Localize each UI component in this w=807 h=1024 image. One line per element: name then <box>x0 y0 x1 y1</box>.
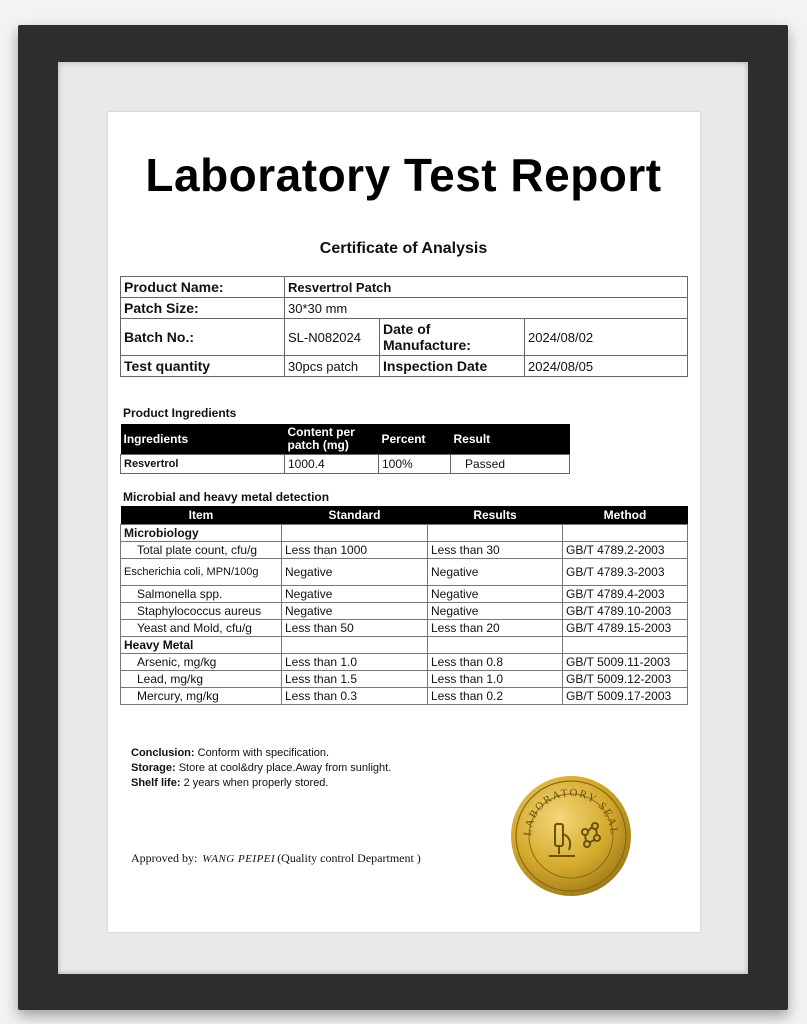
batch-label: Batch No.: <box>121 319 285 356</box>
storage-line <box>131 761 391 776</box>
col-header: Method <box>563 506 688 525</box>
method-cell: GB/T 4789.2-2003 <box>563 542 688 559</box>
table-row <box>121 603 688 620</box>
storage-label: Storage: <box>131 762 176 774</box>
standard-cell: Less than 1000 <box>282 542 428 559</box>
table-row <box>121 688 688 705</box>
conclusion-line <box>131 746 391 761</box>
patch-size-value: 30*30 mm <box>285 298 688 319</box>
category-row <box>121 637 688 654</box>
micro-table <box>120 506 688 705</box>
category-label: Microbiology <box>121 525 282 542</box>
category-row <box>121 525 688 542</box>
report-title: Laboratory Test Report <box>145 149 662 201</box>
col-header: Content per patch (mg) <box>285 424 379 455</box>
ingredients-table <box>120 424 570 474</box>
method-cell: GB/T 4789.10-2003 <box>563 603 688 620</box>
result-cell: Less than 0.8 <box>428 654 563 671</box>
test-qty-value: 30pcs patch <box>285 356 380 377</box>
item-cell: Escherichia coli, MPN/100g <box>121 559 282 586</box>
svg-text:LABORATORY SEAL: LABORATORY SEAL <box>521 786 621 837</box>
result-cell: Less than 20 <box>428 620 563 637</box>
standard-cell: Negative <box>282 559 428 586</box>
test-qty-label: Test quantity <box>121 356 285 377</box>
table-row <box>121 277 688 298</box>
table-row <box>121 356 688 377</box>
approval-line <box>131 851 421 866</box>
conclusion-text: Conform with specification. <box>197 747 330 759</box>
category-label: Heavy Metal <box>121 637 282 654</box>
table-row <box>121 455 570 474</box>
standard-cell: Negative <box>282 586 428 603</box>
table-row <box>121 620 688 637</box>
storage-text: Store at cool&dry place.Away from sunlight. <box>178 762 392 774</box>
item-cell: Total plate count, cfu/g <box>121 542 282 559</box>
table-row <box>121 586 688 603</box>
inspection-label: Inspection Date <box>380 356 525 377</box>
col-header: Item <box>121 506 282 525</box>
conclusion-label: Conclusion: <box>131 747 195 759</box>
report-subtitle: Certificate of Analysis <box>319 240 488 257</box>
notes-block <box>131 746 391 791</box>
approver-department: (Quality control Department ) <box>277 851 421 865</box>
result-cell: Less than 1.0 <box>428 671 563 688</box>
item-cell: Yeast and Mold, cfu/g <box>121 620 282 637</box>
table-row <box>121 319 688 356</box>
product-name-value: Resvertrol Patch <box>285 277 688 298</box>
col-header: Result <box>451 424 570 455</box>
standard-cell: Negative <box>282 603 428 620</box>
patch-size-label: Patch Size: <box>121 298 285 319</box>
shelf-text: 2 years when properly stored. <box>183 777 329 789</box>
ingredient-name: Resvertrol <box>121 455 285 474</box>
method-cell: GB/T 4789.3-2003 <box>563 559 688 586</box>
shelf-line <box>131 776 391 791</box>
result-cell: Negative <box>428 586 563 603</box>
col-header: Percent <box>379 424 451 455</box>
method-cell: GB/T 5009.17-2003 <box>563 688 688 705</box>
method-cell: GB/T 4789.4-2003 <box>563 586 688 603</box>
shelf-label: Shelf life: <box>131 777 181 789</box>
standard-cell: Less than 1.5 <box>282 671 428 688</box>
micro-heading: Microbial and heavy metal detection <box>123 490 330 504</box>
standard-cell: Less than 0.3 <box>282 688 428 705</box>
inspection-value: 2024/08/05 <box>525 356 688 377</box>
result-cell: Less than 0.2 <box>428 688 563 705</box>
method-cell: GB/T 4789.15-2003 <box>563 620 688 637</box>
table-row <box>121 654 688 671</box>
method-cell: GB/T 5009.12-2003 <box>563 671 688 688</box>
approval-prefix: Approved by: <box>131 851 198 865</box>
standard-cell: Less than 1.0 <box>282 654 428 671</box>
col-header: Standard <box>282 506 428 525</box>
ingredient-percent: 100% <box>379 455 451 474</box>
ingredient-content: 1000.4 <box>285 455 379 474</box>
ingredient-result: Passed <box>451 455 570 474</box>
approver-signature: WANG PEIPEI <box>202 853 276 865</box>
item-cell: Lead, mg/kg <box>121 671 282 688</box>
table-header-row <box>121 424 570 455</box>
product-info-table <box>120 276 688 377</box>
table-row <box>121 559 688 586</box>
col-header: Ingredients <box>121 424 285 455</box>
item-cell: Mercury, mg/kg <box>121 688 282 705</box>
dom-label: Date of Manufacture: <box>380 319 525 356</box>
table-row <box>121 298 688 319</box>
laboratory-seal-icon <box>509 774 633 898</box>
dom-value: 2024/08/02 <box>525 319 688 356</box>
standard-cell: Less than 50 <box>282 620 428 637</box>
result-cell: Negative <box>428 603 563 620</box>
item-cell: Salmonella spp. <box>121 586 282 603</box>
item-cell: Staphylococcus aureus <box>121 603 282 620</box>
method-cell: GB/T 5009.11-2003 <box>563 654 688 671</box>
table-header-row <box>121 506 688 525</box>
result-cell: Less than 30 <box>428 542 563 559</box>
item-cell: Arsenic, mg/kg <box>121 654 282 671</box>
ingredients-heading: Product Ingredients <box>123 406 237 420</box>
table-row <box>121 671 688 688</box>
result-cell: Negative <box>428 559 563 586</box>
batch-value: SL-N082024 <box>285 319 380 356</box>
table-row <box>121 542 688 559</box>
product-name-label: Product Name: <box>121 277 285 298</box>
col-header: Results <box>428 506 563 525</box>
